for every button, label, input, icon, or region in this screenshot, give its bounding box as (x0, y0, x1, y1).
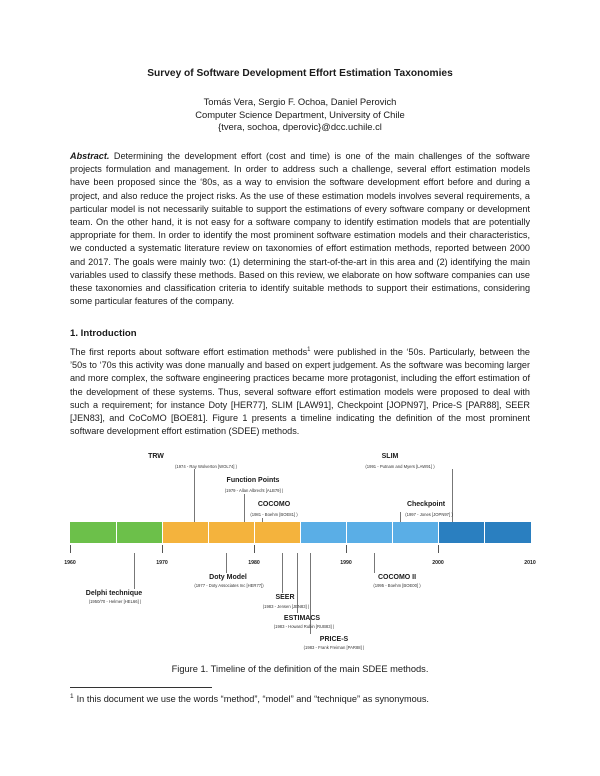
event-leader-line (374, 553, 375, 573)
event-cocomo: COCOMO (257, 501, 291, 508)
event-leader-line (134, 553, 135, 589)
year-tick (162, 545, 163, 553)
event-cocomo-detail: (1981 - Boehm [BOE81] ) (250, 512, 298, 517)
event-seer: SEER (275, 594, 295, 601)
timeline-segment (162, 522, 209, 543)
year-tick (70, 545, 71, 553)
timeline-segment (70, 522, 116, 543)
event-leader-line (262, 518, 263, 522)
event-leader-line (282, 553, 283, 593)
year-label: 2010 (524, 560, 536, 566)
event-estimacs: ESTIMACS (283, 615, 321, 622)
timeline-segment (300, 522, 347, 543)
event-trw-detail: (1974 - Ray Wolverton [WOL74] ) (174, 464, 238, 469)
introduction-paragraph (70, 346, 530, 438)
footnote-text: In this document we use the words “method”, “model” and “technique” as synonymous. (76, 694, 429, 704)
timeline-segment (392, 522, 439, 543)
intro-text-b: were published in the ‘50s. Particularly, between the ’50s to ‘70s this activity was done manually and based on expert judgement. As the software was becoming larger and more complex, the software engineering practices became more protagonist, including the effort estimation of the development of these systems. Thus, several software effort estimation models were proposed to deal with such a requirement; for instance Doty [HER77], SLIM [LAW91], Checkpoint [JOPN97], Price-S [PAR88], SEER [JEN83], and CoCoMO [BOE81]. Figure 1 presents a timeline indicating the definition of the most prominent software development effort estimation (SDEE) methods. (70, 347, 530, 437)
event-trw: TRW (148, 453, 164, 460)
event-checkpoint-detail: (1997 - Jones [JOPN97] ) (405, 512, 453, 517)
timeline-segment (254, 522, 301, 543)
event-cocomo-ii-detail: (1995 - Boehm [BOE00] ) (373, 583, 421, 588)
event-price-s: PRICE-S (319, 636, 349, 643)
abstract-text: Determining the development effort (cost and time) is one of the main challenges of the software projects formulation and management. In order to address such a challenge, several effort estimation models have been proposed since the ‘80s, as a way to envision the software development effort before and during a project, and also reduce the project risks. As the use of these estimation models involves several requirements, a particular model is not necessarily suitable to support the estimations of every software company or development team. On the other hand, it is not easy for a software company to identify estimation models that are potentially appropriate for them. In order to identify the most prominent software estimation models and their characteristics, we conducted a systematic literature review on taxonomies of effort estimation methods, reported between 2000 and 2017. The goals were mainly two: (1) determining the start-of-the-art in this area and (2) identifying the main variables used to classify these methods. Based on this review, we elaborate on how software companies can use these taxonomies and classification criteria to identify suitable methods to support their estimations, considering some particular features of the company. (70, 151, 530, 307)
paper-title: Survey of Software Development Effort Estimation Taxonomies (147, 68, 453, 79)
timeline-segment (346, 522, 393, 543)
event-function-points-detail: (1979 - Allan Albrecht [ALB79] ) (224, 488, 284, 493)
year-label: 1960 (64, 560, 76, 566)
abstract (70, 150, 530, 308)
year-label: 2000 (432, 560, 444, 566)
timeline-segment (116, 522, 163, 543)
event-leader-line (244, 494, 245, 522)
author-names: Tomás Vera, Sergio F. Ochoa, Daniel Perovich (203, 96, 397, 107)
year-label: 1980 (248, 560, 260, 566)
section-heading: 1. Introduction (70, 328, 137, 339)
event-leader-line (194, 469, 195, 522)
intro-text-a: The first reports about software effort estimation methods (70, 347, 308, 357)
author-email: {tvera, sochoa, dperovic}@dcc.uchile.cl (218, 121, 382, 132)
figure-caption: Figure 1. Timeline of the definition of the main SDEE methods. (171, 664, 429, 674)
event-doty-model-detail: (1977 - Doty Associates Inc [HER77]) (194, 583, 264, 588)
event-doty-model: Doty Model (209, 574, 247, 581)
event-seer-detail: (1983 - Jensen [JEN83] ) (262, 604, 310, 609)
abstract-label: Abstract. (70, 151, 110, 161)
event-leader-line (226, 553, 227, 573)
year-label: 1970 (156, 560, 168, 566)
author-block (0, 96, 600, 134)
footnote-mark: 1 (70, 692, 74, 700)
footnote-divider (70, 687, 212, 688)
year-tick (346, 545, 347, 553)
timeline-segment (484, 522, 531, 543)
event-checkpoint: Checkpoint (406, 501, 446, 508)
event-delphi-technique: Delphi technique (85, 590, 143, 597)
timeline-segment (208, 522, 255, 543)
event-leader-line (400, 512, 401, 522)
event-function-points: Function Points (226, 477, 280, 484)
timeline-segment (438, 522, 485, 543)
footnote (70, 694, 429, 704)
event-estimacs-detail: (1983 - Howard Rubin [RUB83] ) (273, 624, 335, 629)
year-label: 1990 (340, 560, 352, 566)
year-tick (438, 545, 439, 553)
year-tick (254, 545, 255, 553)
event-cocomo-ii: COCOMO II (377, 574, 417, 581)
event-delphi-technique-detail: (1950/70 - Helmer [HEL66] ) (88, 599, 142, 604)
event-price-s-detail: (1983 - Frank Freiman [PAR88] ) (303, 645, 365, 650)
event-slim-detail: (1991 - Putnam and Myers [LAW91] ) (365, 464, 435, 469)
footnote-reference: 1 (307, 346, 311, 353)
author-affiliation: Computer Science Department, University of Chile (195, 108, 405, 120)
timeline-figure (64, 452, 536, 660)
event-slim: SLIM (381, 453, 399, 460)
